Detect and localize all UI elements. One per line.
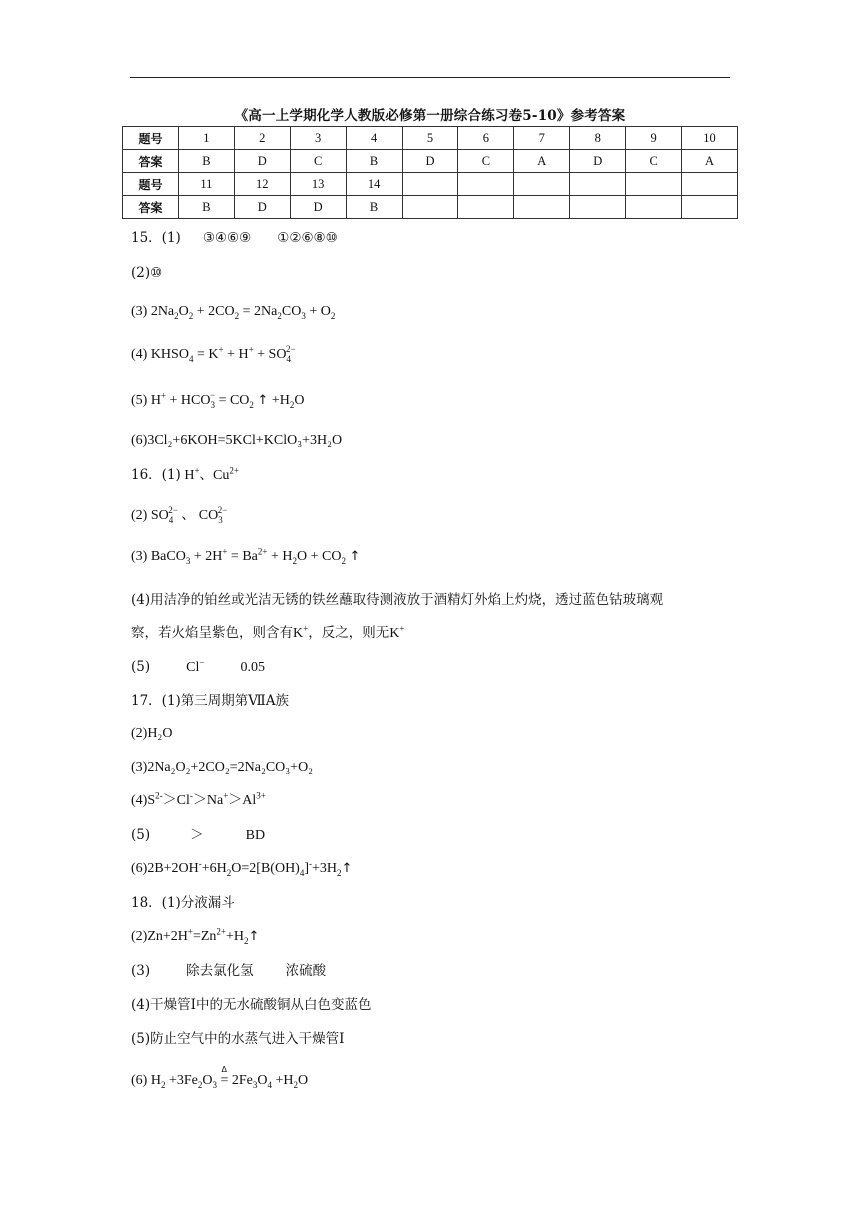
table-cell [570, 173, 626, 196]
table-cell: D [290, 196, 346, 219]
table-header-cell: 答案 [123, 150, 179, 173]
q15-part1-prefix: 15．(1) [131, 230, 181, 246]
table-row [123, 150, 738, 173]
table-cell: D [234, 150, 290, 173]
q16-part4-text-b: ，反之，则无 [308, 625, 390, 641]
table-cell [402, 173, 458, 196]
table-header-cell: 答案 [123, 196, 179, 219]
q15-part6: (6)3Cl₂+6KOH=5KCl+KClO₃+3H₂O [131, 433, 343, 448]
table-cell [514, 196, 570, 219]
q17-part3: (3)2Na₂O₂+2CO₂=2Na₂CO₃+O₂ [131, 760, 314, 775]
q17-part5-answer-a: ＞ [190, 827, 204, 843]
table-cell [458, 173, 514, 196]
q18-part3 [131, 962, 326, 980]
table-header-cell: 题号 [123, 127, 179, 150]
q18-part3-prefix: (3) [131, 963, 151, 979]
q16-part5-value: 0.05 [240, 660, 265, 675]
q18-part1: 18．(1)分液漏斗 [131, 895, 235, 911]
q16-part5: (5) Cl− 0.05 [131, 657, 265, 675]
table-cell [682, 196, 738, 219]
table-cell: A [514, 150, 570, 173]
table-cell: A [682, 150, 738, 173]
table-cell: B [178, 196, 234, 219]
q16-part5-prefix: (5) [131, 659, 151, 675]
q17-part5-prefix: (5) [131, 827, 151, 843]
q17-part6-equation: $(6)2B+2OH^-+6H_2O=2[B(OH)_4]^-+3H_2↑$ [131, 858, 353, 878]
table-cell: D [234, 196, 290, 219]
table-cell: 10 [682, 127, 738, 150]
q16-part4-line2: 察，若火焰呈紫色，则含有K+，反之，则无K+ [131, 623, 405, 641]
table-row [123, 196, 738, 219]
q15-part4-equation: (4) $KHSO_4 = K^+ + H^+ + SO_4^{2-}$ [131, 344, 296, 364]
q18-part3-answer-b: 浓硫酸 [285, 963, 327, 979]
table-cell: 7 [514, 127, 570, 150]
table-cell [626, 196, 682, 219]
q15-part1-answer-a: ③④⑥⑨ [202, 230, 252, 246]
table-cell: 4 [346, 127, 402, 150]
q18-part6-equation: (6) $H_2 +3Fe_2O_3$ Δ = $2Fe_3O_4 +H_2O$ [131, 1065, 309, 1090]
q16-part3-equation: (3) BaCO$_3$ + $2H^+ = Ba^{2+} + H_2O + CO_2$ ↑ [131, 546, 361, 566]
table-cell: 14 [346, 173, 402, 196]
page-title: 《高一上学期化学人教版必修第一册综合练习卷5-10》参考答案 [234, 108, 626, 124]
q17-part2: (2)H₂O [131, 726, 173, 741]
table-cell: C [626, 150, 682, 173]
q17-part5-answer-b: BD [245, 828, 266, 843]
q17-part5 [131, 826, 265, 845]
table-cell: D [570, 150, 626, 173]
q18-part2-equation: $(2)Zn+2H^+=Zn^{2+}+H_2↑$ [131, 926, 260, 946]
q16-part1-prefix: 16．(1) [131, 467, 181, 483]
table-cell [514, 173, 570, 196]
q15-part1 [131, 229, 338, 247]
header-rule [130, 77, 730, 78]
table-cell: B [346, 196, 402, 219]
table-cell: 9 [626, 127, 682, 150]
table-cell: 13 [290, 173, 346, 196]
q17-part1: 17．(1)第三周期第ⅦA族 [131, 693, 289, 709]
table-cell: 6 [458, 127, 514, 150]
q18-part4: (4)干燥管Ⅰ中的无水硫酸铜从白色变蓝色 [131, 997, 372, 1013]
table-cell: 12 [234, 173, 290, 196]
q18-part3-answer-a: 除去氯化氢 [186, 963, 254, 979]
q16-part1: 16．(1) H+、$Cu^{2+}$ [131, 465, 239, 483]
table-cell: 3 [290, 127, 346, 150]
table-row [123, 173, 738, 196]
table-cell: B [346, 150, 402, 173]
q15-part5-equation: (5) $H^+ + HCO_3^- = CO_2$ ↑ $+H_2O$ [131, 390, 305, 410]
q16-part4-text-a: 察，若火焰呈紫色，则含有 [131, 625, 293, 641]
q17-part4-ion-radius: $(4)S^{2-}>Cl^->Na^+>Al^{3+}$ [131, 790, 266, 808]
table-cell: 1 [178, 127, 234, 150]
table-cell [570, 196, 626, 219]
table-cell: C [458, 150, 514, 173]
answer-table [122, 126, 738, 219]
table-cell [402, 196, 458, 219]
table-cell: 2 [234, 127, 290, 150]
q16-part2-ions: (2) $SO_4^{2-}$ 、 $CO_3^{2-}$ [131, 505, 228, 525]
table-cell [626, 173, 682, 196]
table-cell: 8 [570, 127, 626, 150]
table-cell [458, 196, 514, 219]
q15-part3-equation: (3) $2Na_2O_2 + 2CO_2 = 2Na_2CO_3 + O_2$ [131, 304, 336, 321]
q18-part5: (5)防止空气中的水蒸气进入干燥管Ⅰ [131, 1031, 345, 1047]
table-cell: C [290, 150, 346, 173]
table-cell: D [402, 150, 458, 173]
table-cell: 11 [178, 173, 234, 196]
q16-part4-line1: (4)用洁净的铂丝或光洁无锈的铁丝蘸取待测液放于酒精灯外焰上灼烧，透过蓝色钴玻璃观 [131, 592, 664, 608]
q15-part1-answer-b: ①②⑥⑧⑩ [277, 230, 338, 246]
table-header-cell: 题号 [123, 173, 179, 196]
q15-part2: (2)⑩ [131, 265, 163, 281]
table-cell [682, 173, 738, 196]
table-cell: B [178, 150, 234, 173]
table-cell: 5 [402, 127, 458, 150]
table-row [123, 127, 738, 150]
